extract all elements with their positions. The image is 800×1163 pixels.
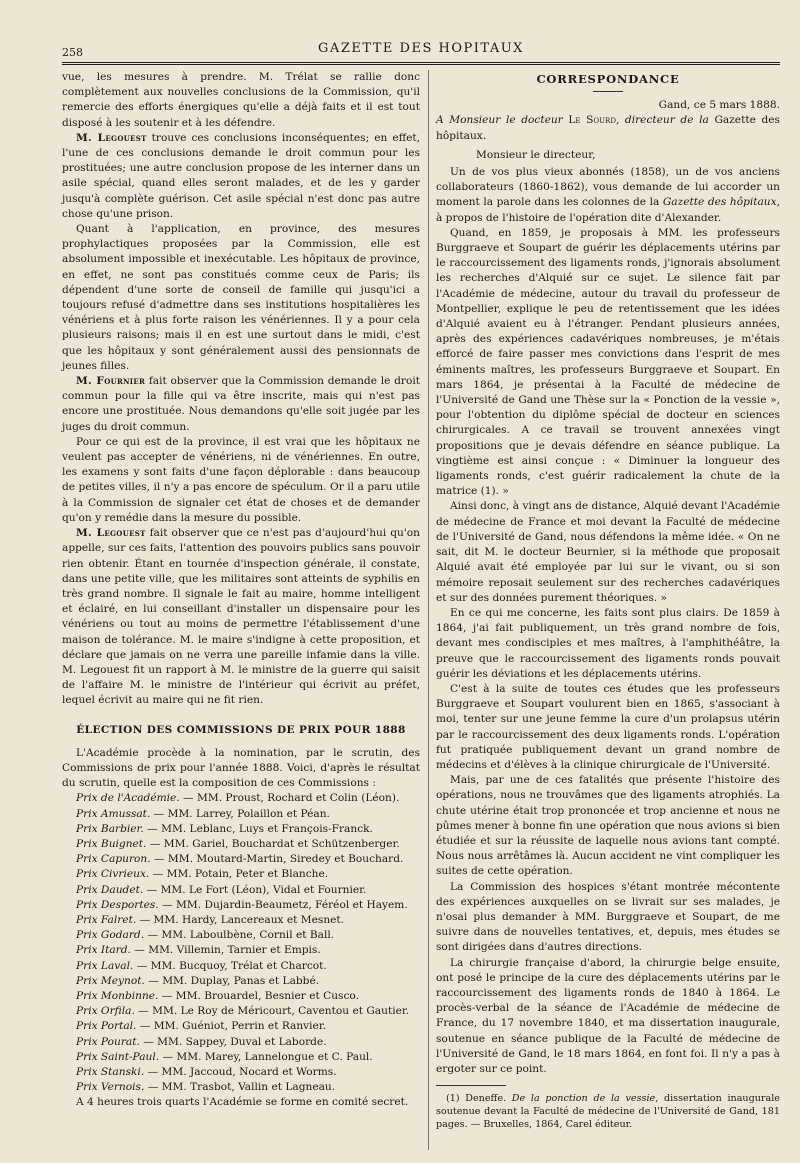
prize-members: — MM. Brouardel, Besnier et Cusco. xyxy=(158,989,359,1002)
prize-item xyxy=(62,974,420,989)
addressee-journal: Gazette des hôpitaux. xyxy=(436,114,780,142)
prize-name: Prix Falret. xyxy=(76,913,137,926)
speaker-name: M. Fournier xyxy=(76,375,146,388)
paragraph: Ainsi donc, à vingt ans de distance, Alquié devant l'Académie de médecine de France et moi devant la Faculté de médecine de l'Université de Gand, nous défendons la même idée. « On ne sait, dit M. le docteur Beurnier, si la méthode que proposait Alquié avait été employée par lui sur le vivant, ou si son mémoire reposait seulement sur des recherches cadavériques et sur des données purement théoriques. » xyxy=(436,500,780,604)
prize-members: — MM. Guéniot, Perrin et Ranvier. xyxy=(136,1020,327,1033)
prize-members: — MM. Leblanc, Luys et François-Franck. xyxy=(143,822,373,835)
prize-members: — MM. Laboulbène, Cornil et Ball. xyxy=(144,929,335,942)
prize-item xyxy=(62,807,420,822)
prize-item xyxy=(62,913,420,928)
prize-members: — MM. Le Roy de Méricourt, Caventou et Gautier. xyxy=(134,1005,410,1018)
prize-item xyxy=(62,943,420,958)
paragraph: Pour ce qui est de la province, il est vrai que les hôpitaux ne veulent pas accepter de vénériens, ni de vénériennes. En outre, les examens y sont faits d'une façon déplorable : dans beaucoup de petites villes, il n'y a pas encore de spéculum. Or il a paru utile à la Commission de signaler cet état de choses et de demander qu'on y remédie dans la mesure du possible. xyxy=(62,435,420,524)
prize-name: Prix Orfila. xyxy=(76,1005,135,1018)
prize-item xyxy=(62,898,420,913)
paragraph: Mais, par une de ces fatalités que présente l'histoire des opérations, nous ne trouvâmes que des ligaments atrophiés. La chute utérine était trop prononcée et trop ancienne et nous ne pûmes mener à bonne fin une opération que nous avions si bien étudiée et sur la réussite de laquelle nous avions tant compté. Nous nous arrêtâmes là. Aucun accident ne vint compliquer les suites de cette opération. xyxy=(436,774,780,878)
prize-item xyxy=(62,928,420,943)
prize-item xyxy=(62,867,420,882)
left-column xyxy=(62,70,420,1111)
prize-list xyxy=(62,791,420,1095)
header-rule xyxy=(62,62,780,65)
prize-members: — MM. Bucquoy, Trélat et Charcot. xyxy=(133,959,327,972)
paragraph: Quand, en 1859, je proposais à MM. les professeurs Burggraeve et Soupart de guérir les déplacements utérins par le raccourcissement des ligaments ronds, j'ignorais absolument les recherches d'Alquié sur ce sujet. Le silence fait par l'Académie de médecine, autour du travail du professeur de Montpellier, explique le peu de retentissement que les idées d'Alquié avaient eu à l'étranger. Pendant plusieurs années, après des expériences cadavériques nombreuses, je m'étais efforcé de faire passer mes convictions dans l'esprit de mes éminents maîtres, les professeurs Burggraeve et Soupart. En mars 1864, je présentai à la Faculté de médecine de l'Université de Gand une Thèse sur la « Ponction de la vessie », pour l'obtention du diplôme spécial de docteur en sciences chirurgicales. A ce travail se trouvent annexées vingt propositions que je devais défendre en séance publique. La vingtième est ainsi conçue : « Diminuer la longueur des ligaments ronds, c'est guérir radicalement la chute de la matrice (1). » xyxy=(436,226,780,498)
paragraph: L'Académie procède à la nomination, par le scrutin, des Commissions de prix pour l'année 1888. Voici, d'après le résultat du scrutin, quelle est la composition de ces Commissions : xyxy=(62,746,420,790)
prize-item xyxy=(62,883,420,898)
right-column xyxy=(436,70,780,1131)
prize-item xyxy=(62,822,420,837)
prize-name: Prix Stanski. xyxy=(76,1066,145,1078)
paragraph: Quant à l'application, en province, des mesures prophylactiques proposées par la Commission, elle est absolument impossible et inexécutable. Les hôpitaux de province, en effet, ne sont pas constitués comme ceux de Paris; ils dépendent d'une sorte de conseil de famille qui jusqu'ici a toujours refusé d'admettre dans ses institutions hospitalières les vénériens et à plus forte raison les vénériennes. Il y a pour cela plusieurs raisons; mais il en est une surtout dans le midi, c'est que les hôpitaux y sont généralement aussi des pensionnats de jeunes filles. xyxy=(62,223,420,372)
paragraph-text: fait observer que la Commission demande le droit commun pour la fille qui va être inscrite, mais qui n'est pas encore une prostituée. Nous demandons qu'elle soit jugée par les juges du droit commun. xyxy=(62,375,420,433)
addressee-text: A Monsieur le docteur xyxy=(436,114,569,127)
title-rule xyxy=(593,91,623,92)
prize-members: — MM. Trasbot, Vallin et Lagneau. xyxy=(144,1081,336,1094)
paragraph-text: Un de vos plus vieux abonnés (1858), un de vos anciens collaborateurs (1860-1862), vous demande de lui accorder un moment la parole dans les colonnes de la xyxy=(436,166,780,209)
addressee-name: Le Sourd xyxy=(568,114,616,127)
prize-name: Prix Buignet. xyxy=(76,837,147,850)
paragraph-text: fait observer que ce n'est pas d'aujourd'hui qu'on appelle, sur ces faits, l'attention des pouvoirs publics sans pouvoir rien obtenir. Étant en tournée d'inspection générale, il constate, dans une petite ville, que les militaires sont atteints de syphilis en très grand nombre. Il signale le fait au maire, homme intelligent et éclairé, en lui conseillant d'installer un dispensaire pour les vénériens ou tout au moins de permettre l'établissement d'une maison de tolérance. M. le maire s'indigne à cette proposition, et déclare que jamais on ne verra une pareille infamie dans la ville. M. Legouest fit un rapport à M. le ministre de la guerre qui saisit de l'affaire M. le ministre de l'intérieur qui écrivit au préfet, lequel écrivit au maire qui ne fit rien. xyxy=(62,527,420,707)
prize-item xyxy=(62,852,420,867)
prize-name: Prix Pourat. xyxy=(76,1035,140,1048)
prize-members: — MM. Gariel, Bouchardat et Schützenberger. xyxy=(146,837,400,850)
section-title-correspondance: CORRESPONDANCE xyxy=(536,72,680,86)
paragraph: La chirurgie française d'abord, la chirurgie belge ensuite, ont posé le principe de la cure des déplacements utérins par le raccourcissement des ligaments ronds de 1840 à 1864. Le procès-verbal de la séance de l'Académie de médecine de France, du 17 novembre 1840, et ma dissertation inaugurale, soutenue en séance publique de la Faculté de médecine de l'Université de Gand, le 18 mars 1864, en font foi. Il n'y a pas à ergoter sur ce point. xyxy=(436,956,780,1075)
prize-name: Prix Capuron. xyxy=(76,853,151,866)
prize-name: Prix Portal. xyxy=(76,1020,137,1033)
prize-members: — MM. Potain, Peter et Blanche. xyxy=(149,868,329,881)
prize-name: Prix Godard. xyxy=(76,929,145,942)
prize-item xyxy=(62,1019,420,1034)
prize-members: — MM. Moutard-Martin, Siredey et Bouchard. xyxy=(150,853,404,866)
prize-item xyxy=(62,1065,420,1080)
prize-members: — MM. Villemin, Tarnier et Empis. xyxy=(130,944,321,957)
addressee-text: , directeur de la xyxy=(615,114,715,127)
prize-item xyxy=(62,1080,420,1095)
paragraph: La Commission des hospices s'étant montrée mécontente des expériences auxquelles on se livrait sur ses malades, je n'osai plus demander à MM. Burggraeve et Soupart, de me suivre dans de nouvelles tentatives, et, depuis, mes études se sont dirigées dans d'autres directions. xyxy=(436,880,780,954)
paragraph xyxy=(62,374,420,435)
footnote-title: De la ponction de la vessie xyxy=(511,1093,656,1105)
prize-name: Prix Saint-Paul. xyxy=(76,1050,160,1063)
prize-members: — MM. Larrey, Polaillon et Péan. xyxy=(150,807,330,820)
footnote-text: (1) Deneffe. xyxy=(446,1093,512,1105)
prize-name: Prix Laval. xyxy=(76,959,134,972)
paragraph: En ce qui me concerne, les faits sont plus clairs. De 1859 à 1864, j'ai fait publiquement, un très grand nombre de fois, devant mes condisciples et mes maîtres, à l'amphithéâtre, la preuve que le raccourcissement des ligaments ronds pouvait guérir les déviations et les déplacements utérins. xyxy=(436,606,780,680)
paragraph-text: , à propos de l'histoire de l'opération dite d'Alexander. xyxy=(436,196,780,224)
prize-name: Prix Amussat. xyxy=(76,807,151,820)
prize-item xyxy=(62,959,420,974)
salutation: Monsieur le directeur, xyxy=(476,148,596,161)
journal-name: Gazette des hôpitaux xyxy=(662,196,777,209)
speaker-name: M. Legouest xyxy=(76,131,147,144)
prize-name: Prix Meynot. xyxy=(76,974,145,987)
prize-members: — MM. Dujardin-Beaumetz, Féréol et Hayem. xyxy=(158,898,408,911)
prize-members: — MM. Hardy, Lancereaux et Mesnet. xyxy=(136,913,345,926)
page-number: 258 xyxy=(62,46,83,59)
prize-item xyxy=(62,989,420,1004)
column-divider xyxy=(428,70,429,1150)
prize-members: — MM. Le Fort (Léon), Vidal et Fournier. xyxy=(143,883,367,896)
prize-members: — MM. Sappey, Duval et Laborde. xyxy=(139,1035,327,1048)
prize-name: Prix Itard. xyxy=(76,944,131,957)
prize-name: Prix Daudet. xyxy=(76,883,144,896)
paragraph-text: trouve ces conclusions inconséquentes; en effet, l'une de ces conclusions demande le droit commun pour les prostituées; une autre conclusion propose de les interner dans un asile spécial, quand elles seront malades, et de les y garder jusqu'à complète guérison. Cet asile spécial n'est donc pas autre chose qu'une prison. xyxy=(62,131,421,220)
paragraph xyxy=(62,131,420,222)
prize-name: Prix Civrieux. xyxy=(76,868,150,881)
paragraph xyxy=(436,165,780,226)
paragraph: vue, les mesures à prendre. M. Trélat se rallie donc complètement aux nouvelles conclusions de la Commission, qu'il remercie des efforts énergiques qu'elle a déjà faits et il est tout disposé à les soutenir et à les défendre. xyxy=(62,71,420,129)
prize-members: — MM. Marey, Lannelongue et C. Paul. xyxy=(159,1050,373,1063)
footnote xyxy=(436,1092,780,1131)
paragraph xyxy=(62,526,420,708)
footnote-text: , dissertation inaugurale soutenue devant la Faculté de médecine de l'Université de Gand, 181 pages. — Bruxelles, 1864, Carel éditeur. xyxy=(436,1093,780,1131)
paragraph: A 4 heures trois quarts l'Académie se forme en comité secret. xyxy=(76,1096,409,1109)
prize-members: — MM. Proust, Rochard et Colin (Léon). xyxy=(179,792,400,805)
prize-members: — MM. Duplay, Panas et Labbé. xyxy=(144,974,320,987)
prize-item xyxy=(62,791,420,806)
page-header xyxy=(62,38,780,62)
speaker-name: M. Legouest xyxy=(76,527,146,540)
prize-name: Prix Vernois. xyxy=(76,1081,145,1094)
prize-item xyxy=(62,1035,420,1050)
prize-name: Prix de l'Académie. xyxy=(76,792,180,805)
paragraph: C'est à la suite de toutes ces études que les professeurs Burggraeve et Soupart voulurent bien en 1865, s'associant à moi, tenter sur une jeune femme la cure d'un prolapsus utérin par le raccourcissement des deux ligaments ronds. L'opération fut pratiquée publiquement devant un grand nombre de médecins et d'élèves à la clinique chirurgicale de l'Université. xyxy=(436,682,780,771)
prize-members: — MM. Jaccoud, Nocard et Worms. xyxy=(144,1066,337,1078)
dateline: Gand, ce 5 mars 1888. xyxy=(658,99,780,112)
prize-item xyxy=(62,1050,420,1065)
prize-item xyxy=(62,837,420,852)
running-title: GAZETTE DES HOPITAUX xyxy=(318,41,524,56)
prize-item xyxy=(62,1004,420,1019)
prize-name: Prix Barbier. xyxy=(76,822,144,835)
section-title-election: ÉLECTION DES COMMISSIONS DE PRIX POUR 1888 xyxy=(76,723,406,736)
footnote-rule xyxy=(436,1085,506,1086)
prize-name: Prix Desportes. xyxy=(76,898,159,911)
prize-name: Prix Monbinne. xyxy=(76,989,159,1002)
addressee xyxy=(436,113,780,143)
